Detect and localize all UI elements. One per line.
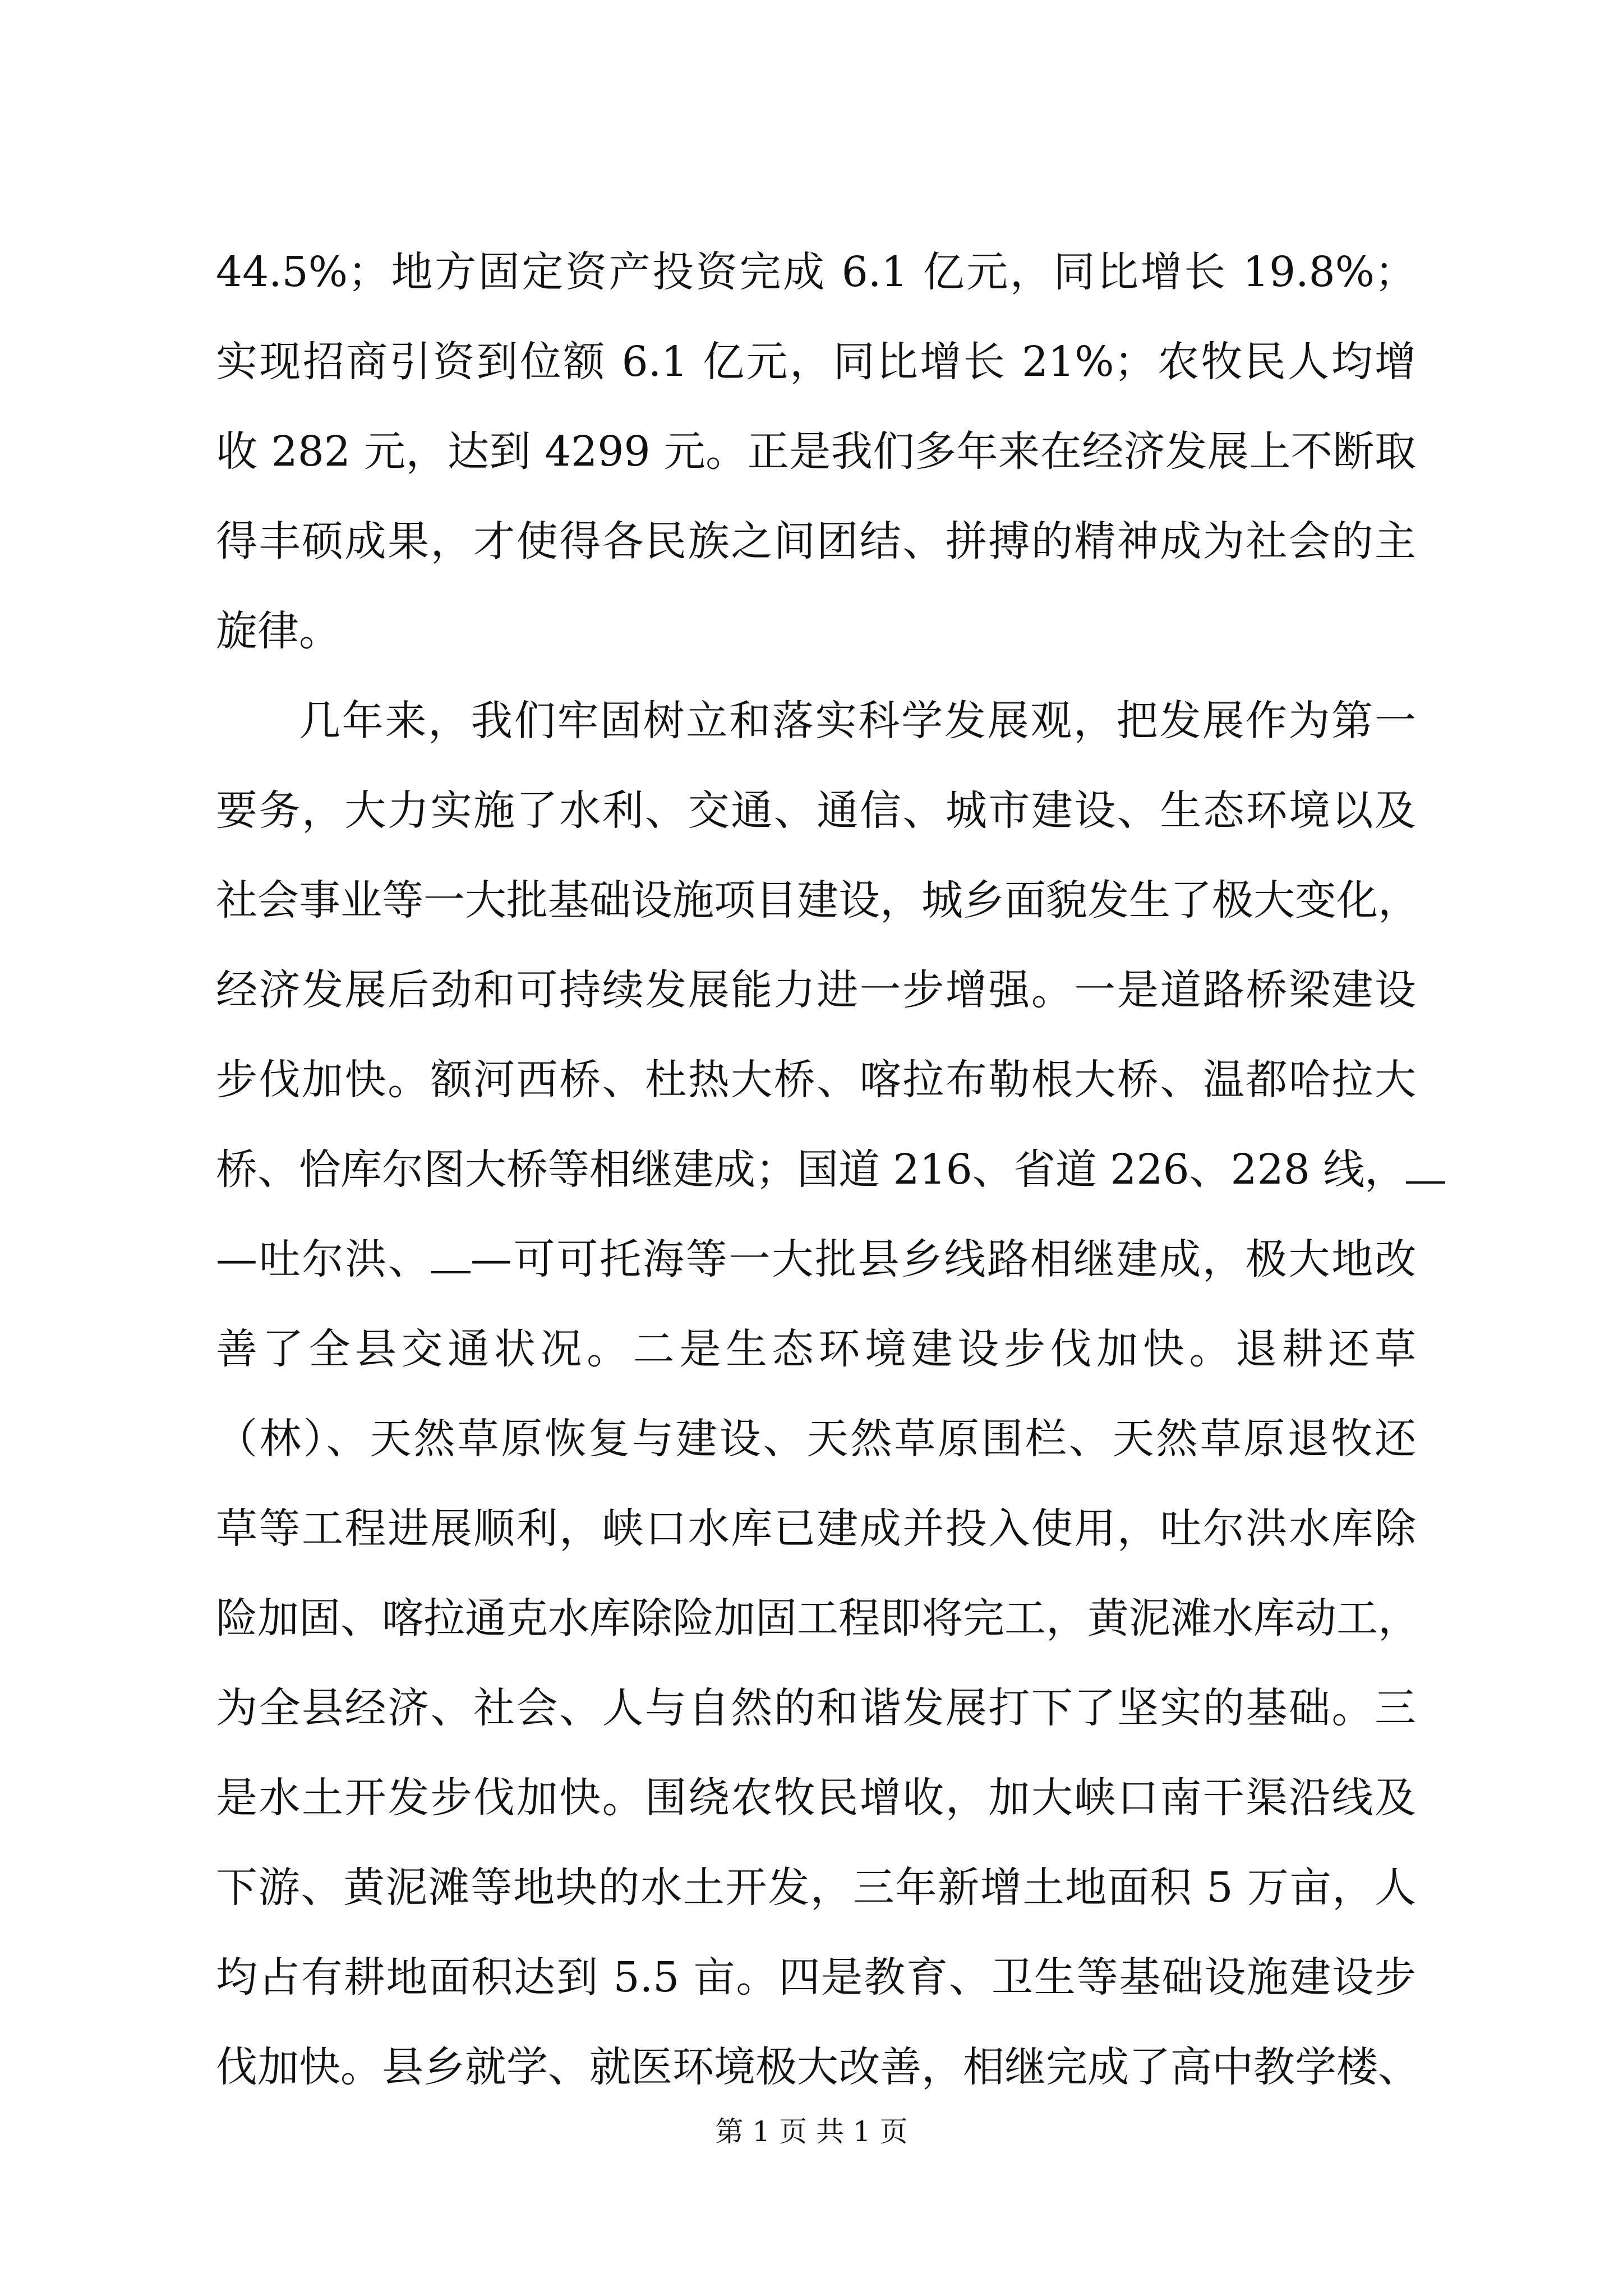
text-line: 险加固、喀拉通克水库除险加固工程即将完工，黄泥滩水库动工， <box>216 1594 1419 1642</box>
text-line: 均占有耕地面积达到 5.5 亩。四是教育、卫生等基础设施建设步 <box>216 1953 1416 2001</box>
text-line <box>216 1125 1416 1214</box>
text-line: 是水土开发步伐加快。围绕农牧民增收，加大峡口南干渠沿线及 <box>216 1774 1416 1822</box>
text-line: 收 282 元，达到 4299 元。正是我们多年来在经济发展上不断取 <box>216 427 1416 476</box>
text-line: 几年来，我们牢固树立和落实科学发展观，把发展作为第一 <box>299 697 1416 745</box>
text-line: 善了全县交通状况。二是生态环境建设步伐加快。退耕还草 <box>216 1325 1416 1373</box>
text-line: 下游、黄泥滩等地块的水土开发，三年新增土地面积 5 万亩，人 <box>216 1864 1416 1912</box>
text-line: 要务，大力实施了水利、交通、通信、城市建设、生态环境以及 <box>216 786 1416 835</box>
paragraph-2 <box>216 676 1419 2112</box>
blank-underline <box>431 1237 471 1273</box>
text-line: 社会事业等一大批基础设施项目建设，城乡面貌发生了极大变化， <box>216 876 1419 924</box>
text-line: 44.5%；地方固定资产投资完成 6.1 亿元，同比增长 19.8%； <box>216 248 1416 296</box>
text-line: 草等工程进展顺利，峡口水库已建成并投入使用，吐尔洪水库除 <box>216 1504 1416 1553</box>
text-segment: —可可托海等一大批县乡线路相继建成，极大地改 <box>470 1235 1417 1283</box>
text-line: 步伐加快。额河西桥、杜热大桥、喀拉布勒根大桥、温都哈拉大 <box>216 1056 1416 1104</box>
text-line: （林）、天然草原恢复与建设、天然草原围栏、天然草原退牧还 <box>216 1415 1416 1463</box>
text-segment: —吐尔洪、 <box>216 1235 431 1283</box>
text-line: 旋律。 <box>216 607 340 655</box>
text-line: 为全县经济、社会、人与自然的和谐发展打下了坚实的基础。三 <box>216 1684 1416 1732</box>
text-line: 实现招商引资到位额 6.1 亿元，同比增长 21%；农牧民人均增 <box>216 338 1416 386</box>
page-footer: 第 1 页 共 1 页 <box>715 2115 908 2148</box>
text-line <box>216 1214 1416 1304</box>
document-body <box>216 227 1419 2112</box>
text-line: 得丰硕成果，才使得各民族之间团结、拼搏的精神成为社会的主 <box>216 517 1416 565</box>
text-line: 伐加快。县乡就学、就医环境极大改善，相继完成了高中教学楼、 <box>216 2043 1419 2091</box>
text-line: 经济发展后劲和可持续发展能力进一步增强。一是道路桥梁建设 <box>216 966 1416 1014</box>
text-segment: 桥、恰库尔图大桥等相继建成；国道 216、省道 226、228 线， <box>216 1145 1407 1194</box>
paragraph-1 <box>216 227 1416 676</box>
blank-underline <box>1406 1148 1445 1184</box>
